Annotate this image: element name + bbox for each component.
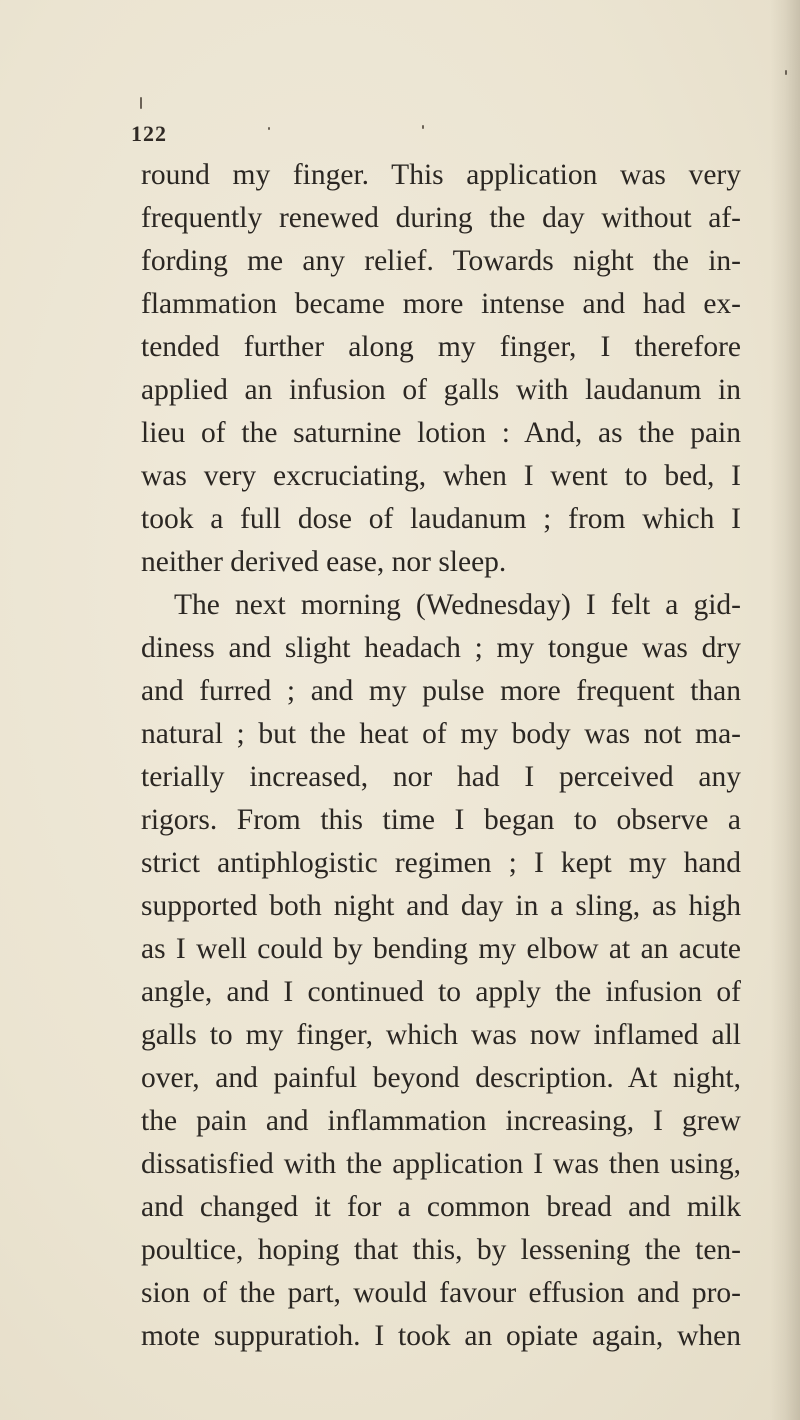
text-line: the pain and inflammation increasing, I grew bbox=[141, 1105, 741, 1137]
text-line: neither derived ease, nor sleep. bbox=[141, 546, 507, 578]
text-line: over, and painful beyond description. At night, bbox=[141, 1062, 741, 1094]
text-line: supported both night and day in a sling, as high bbox=[141, 890, 741, 922]
text-line: strict antiphlogistic regimen ; I kept my hand bbox=[141, 847, 741, 879]
text-line: galls to my finger, which was now inflamed all bbox=[141, 1019, 741, 1051]
text-line: took a full dose of laudanum ; from which I bbox=[141, 503, 741, 535]
text-line: sion of the part, would favour effusion and pro- bbox=[141, 1277, 741, 1309]
text-line: poultice, hoping that this, by lessening the ten- bbox=[141, 1234, 741, 1266]
text-line: diness and slight headach ; my tongue was dry bbox=[141, 632, 741, 664]
ink-speck bbox=[140, 97, 142, 109]
text-line: fording me any relief. Towards night the in- bbox=[141, 245, 741, 277]
text-line: and furred ; and my pulse more frequent than bbox=[141, 675, 741, 707]
text-line: flammation became more intense and had ex- bbox=[141, 288, 741, 320]
text-line: and changed it for a common bread and milk bbox=[141, 1191, 741, 1223]
text-line: dissatisfied with the application I was then using, bbox=[141, 1148, 741, 1180]
page-number: 122 bbox=[131, 121, 167, 146]
text-line: terially increased, nor had I perceived any bbox=[141, 761, 741, 793]
text-line: The next morning (Wednesday) I felt a gid- bbox=[174, 589, 741, 621]
text-line: rigors. From this time I began to observe a bbox=[141, 804, 741, 836]
text-line: lieu of the saturnine lotion : And, as the pain bbox=[141, 417, 741, 449]
text-line: as I well could by bending my elbow at an acute bbox=[141, 933, 741, 965]
text-line: frequently renewed during the day without af- bbox=[141, 202, 741, 234]
ink-speck bbox=[268, 127, 270, 130]
text-line: was very excruciating, when I went to bed, I bbox=[141, 460, 741, 492]
text-line: mote suppuratioh. I took an opiate again, when bbox=[141, 1320, 741, 1352]
ink-speck bbox=[422, 125, 424, 129]
ink-speck bbox=[785, 70, 787, 75]
text-line: angle, and I continued to apply the infusion of bbox=[141, 976, 741, 1008]
text-line: tended further along my finger, I therefore bbox=[141, 331, 741, 363]
text-line: applied an infusion of galls with laudanum in bbox=[141, 374, 741, 406]
text-line: round my finger. This application was very bbox=[141, 159, 741, 191]
text-line: natural ; but the heat of my body was not ma- bbox=[141, 718, 741, 750]
